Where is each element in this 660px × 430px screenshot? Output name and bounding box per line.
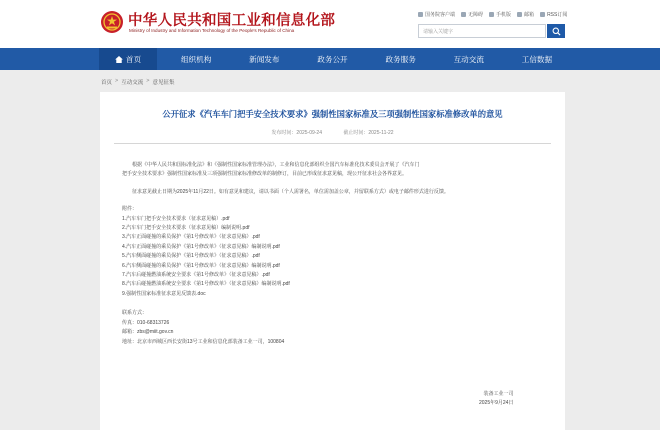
attachments-label: 附件： bbox=[122, 206, 138, 213]
attachment-link-4[interactable]: 4.汽车正面碰撞的乘员保护《第1号修改单》（征求意见稿）编制说明.pdf bbox=[122, 243, 280, 250]
phone-icon bbox=[418, 12, 423, 17]
accessibility-icon bbox=[461, 12, 466, 17]
attachment-link-6[interactable]: 6.汽车侧面碰撞的乘员保护《第1号修改单》（征求意见稿）编制说明.pdf bbox=[122, 262, 280, 269]
top-link-accessibility[interactable]: 无障碍 bbox=[461, 11, 483, 18]
site-header bbox=[0, 0, 660, 48]
contact-phone: 传真：010-68313726 bbox=[122, 319, 170, 326]
attachment-link-2[interactable]: 2.汽车车门把手安全技术要求（征求意见稿）编制说明.pdf bbox=[122, 225, 250, 232]
search-icon bbox=[552, 27, 561, 36]
signature-date: 2025年9月24日 bbox=[479, 400, 514, 406]
article-card bbox=[100, 92, 565, 430]
contact-email[interactable]: 邮箱：zbs@miit.gov.cn bbox=[122, 329, 174, 336]
contact-address: 地址：北京市西城区西长安街13号工业和信息化部装备工业一司，100804 bbox=[122, 338, 285, 345]
nav-home[interactable] bbox=[99, 48, 157, 70]
nav-data[interactable]: 工信数据 bbox=[521, 54, 553, 64]
attachment-link-9[interactable]: 9.强制性国家标准征求意见反馈表.doc bbox=[122, 290, 206, 297]
mobile-icon bbox=[489, 12, 494, 17]
top-link-rss[interactable]: RSS订阅 bbox=[540, 11, 567, 18]
site-logo-subtitle: Ministry of Industry and Information Technology of the People's Republic of China bbox=[129, 28, 295, 33]
main-nav bbox=[0, 48, 660, 70]
signature-org: 装备工业一司 bbox=[483, 391, 514, 397]
nav-gov-affairs[interactable]: 政务公开 bbox=[317, 54, 348, 64]
signature-block bbox=[479, 390, 513, 408]
title-divider bbox=[114, 143, 551, 144]
breadcrumb-separator: > bbox=[115, 78, 119, 84]
top-link-mobile[interactable]: 手机版 bbox=[489, 11, 511, 18]
rss-icon bbox=[540, 12, 545, 17]
breadcrumb-interaction[interactable]: 互动交流 bbox=[121, 80, 144, 86]
article-title: 公开征求《汽车车门把手安全技术要求》强制性国家标准及三项强制性国家标准修改单的意见 bbox=[162, 109, 503, 119]
deadline-date: 截止时间：2025-11-22 bbox=[343, 130, 394, 136]
nav-news[interactable]: 新闻发布 bbox=[249, 54, 280, 64]
breadcrumb-separator: > bbox=[146, 78, 150, 84]
national-emblem-icon[interactable] bbox=[100, 10, 124, 34]
breadcrumb-home[interactable]: 首页 bbox=[101, 80, 113, 86]
mail-icon bbox=[517, 12, 522, 17]
search-button[interactable] bbox=[547, 24, 565, 38]
attachment-link-8[interactable]: 8.汽车后碰撞燃油系统安全要求《第1号修改单》（征求意见稿）编制说明.pdf bbox=[122, 281, 290, 288]
article-body bbox=[122, 161, 544, 347]
top-links bbox=[418, 11, 567, 18]
nav-interaction[interactable]: 互动交流 bbox=[453, 54, 484, 64]
nav-home-label: 首页 bbox=[125, 54, 142, 64]
nav-services[interactable]: 政务服务 bbox=[385, 54, 416, 64]
intro-paragraph-line: 把手安全技术要求》强制性国家标准及三项强制性国家标准修改单的制修订，目前已形成征求意见稿，现公开征求社会各界意见。 bbox=[122, 171, 408, 178]
intro-paragraph-line: 根据《中华人民共和国标准化法》和《强制性国家标准管理办法》，工业和信息化部组织全国汽车标准化技术委员会开展了《汽车门 bbox=[132, 162, 420, 168]
top-link-app[interactable]: 国务院客户端 bbox=[418, 11, 455, 18]
nav-organization[interactable]: 组织机构 bbox=[180, 54, 212, 64]
contact-label: 联系方式： bbox=[122, 310, 148, 317]
top-link-mail[interactable]: 邮箱 bbox=[517, 11, 534, 18]
search-input[interactable]: 请输入关键字 bbox=[418, 24, 546, 38]
attachment-link-7[interactable]: 7.汽车后碰撞燃油系统安全要求《第1号修改单》（征求意见稿）.pdf bbox=[122, 272, 270, 279]
article-meta bbox=[100, 129, 565, 136]
attachment-link-3[interactable]: 3.汽车正面碰撞的乘员保护《第1号修改单》（征求意见稿）.pdf bbox=[122, 234, 260, 241]
breadcrumb-current[interactable]: 意见征集 bbox=[152, 80, 175, 86]
attachment-link-1[interactable]: 1.汽车车门把手安全技术要求（征求意见稿）.pdf bbox=[122, 215, 230, 222]
home-icon bbox=[115, 56, 123, 63]
breadcrumb bbox=[101, 78, 174, 86]
deadline-paragraph: 征求意见截止日期为2025年11月22日。如有意见和建议，请以书面（个人需署名，单位需加盖公章，并留联系方式）或电子邮件形式进行反馈。 bbox=[132, 188, 449, 195]
site-logo-title[interactable]: 中华人民共和国工业和信息化部 bbox=[128, 13, 336, 29]
publish-date: 发布时间：2025-09-24 bbox=[271, 130, 322, 136]
attachment-link-5[interactable]: 5.汽车侧面碰撞的乘员保护《第1号修改单》（征求意见稿）.pdf bbox=[122, 253, 260, 260]
